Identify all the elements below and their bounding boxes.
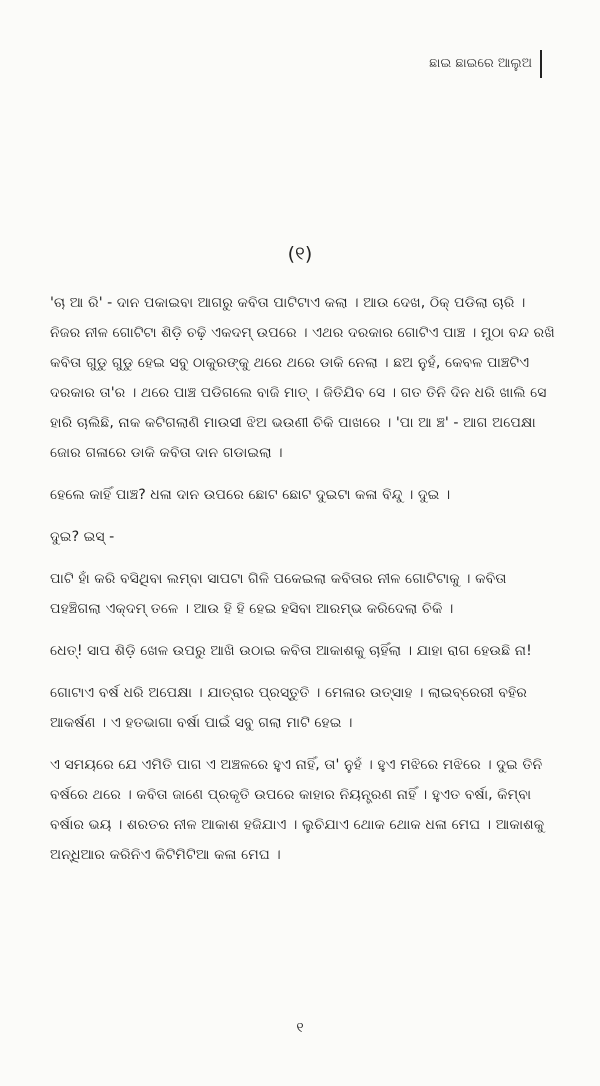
page-number: ୧ bbox=[296, 1020, 304, 1036]
paragraph: ଦୁଇ? ଇସ୍ - bbox=[50, 529, 115, 545]
paragraph: ହେଲେ କାହିଁ ପାଞ୍ଚ? ଧଳା ଦାନ ଉପରେ ଛୋଟ ଛୋଟ ଦୁଇଟା କଳା ବିନ୍ଦୁ । ଦୁଇ । bbox=[50, 487, 451, 503]
chapter-body bbox=[50, 288, 558, 882]
header-rule bbox=[540, 50, 542, 78]
paragraph: 'ଚା ଆ ରି' - ଦାନ ପକାଇବା ଆଗରୁ କବିତା ପାଟିଟାଏ କଲା । ଆଉ ଦେଖ, ଠିକ୍ ପଡିଲା ଚାରି । ନିଜର ନୀଳ ଗୋଟିଟା ଶିଡ଼ି ଚଢ଼ି ଏକଦମ୍ ଉପରେ । ଏଥର ଦରକାର ଗୋଟିଏ ପାଞ୍ଚ । ମୁଠା ବନ୍ଦ ରଖି କବିତା ଗୁଡୁ ଗୁଡୁ ହେଇ ସବୁ ଠାକୁରଙ୍କୁ ଥରେ ଥରେ ଡାକି ନେଲା । ଛଅ ନୁହଁ, କେବଳ ପାଞ୍ଚଟିଏ ଦରକାର ତା'ର । ଥରେ ପାଞ୍ଚ ପଡିଗଲେ ବାଜି ମାତ୍ । ଜିତିଯିବ ସେ । ଗତ ତିନି ଦିନ ଧରି ଖାଲି ସେ ହାରି ଚାଲିଛି, ନାକ କଟିଗଲାଣି ମାଉସୀ ଝିଅ ଭଉଣୀ ଚିକି ପାଖରେ । 'ପା ଆ ଞ୍ଚ' - ଆଗ ଅପେକ୍ଷା ଜୋର ଗଳାରେ ଡାକି କବିତା ଦାନ ଗଡାଇଲା । bbox=[50, 295, 555, 461]
running-header: ଛାଇ ଛାଇରେ ଆଲୁଅ bbox=[429, 56, 532, 71]
paragraph: ପାଟି ହାଁ କରି ବସିଥିବା ଲମ୍ବା ସାପଟା ଗିଳି ପକେଇଲା କବିତାର ନୀଳ ଗୋଟିଟାକୁ । କବିତା ପହଞ୍ଚିଗଲା ଏକ୍ଦମ୍ ତଳେ । ଆଉ ହି ହି ହେଇ ହସିବା ଆରମ୍ଭ କରିଦେଲା ଚିକି । bbox=[50, 571, 507, 617]
paragraph: ଗୋଟାଏ ବର୍ଷ ଧରି ଅପେକ୍ଷା । ଯାତ୍ରାର ପ୍ରସ୍ତୁତି । ମେଳାର ଉତ୍ସାହ । ଲାଇବ୍ରେରୀ ବହିର ଆକର୍ଷଣ । ଏ ହତଭାଗା ବର୍ଷା ପାଇଁ ସବୁ ଗଲା ମାଟି ହେଇ । bbox=[50, 685, 528, 731]
paragraph: ଏ ସମୟରେ ଯେ ଏମିତି ପାଗ ଏ ଅଞ୍ଚଳରେ ହୁଏ ନାହିଁ, ତା' ନୁହଁ । ହୁଏ ମଝିରେ ମଝିରେ । ଦୁଇ ତିନି ବର୍ଷରେ ଥରେ । କବିତା ଜାଣେ ପ୍ରକୃତି ଉପରେ କାହାର ନିୟନ୍ତ୍ରଣ ନାହିଁ । ହୁଏତ ବର୍ଷା, କିମ୍ବା ବର୍ଷାର ଭୟ । ଶରତର ନୀଳ ଆକାଶ ହଜିଯାଏ । ଲୁଚିଯାଏ ଥୋକ ଥୋକ ଧଳା ମେଘ । ଆକାଶକୁ ଅନ୍ଧିଆର କରିନିଏ କିଟିମିଟିଆ କଳା ମେଘ । bbox=[50, 757, 545, 863]
paragraph: ଧେତ୍! ସାପ ଶିଡ଼ି ଖେଳ ଉପରୁ ଆଖି ଉଠାଇ କବିତା ଆକାଶକୁ ଚାହିଁଲା । ଯାହା ରାଗ ହେଉଛି ନା! bbox=[50, 643, 532, 659]
chapter-number: (୧) bbox=[287, 243, 313, 265]
